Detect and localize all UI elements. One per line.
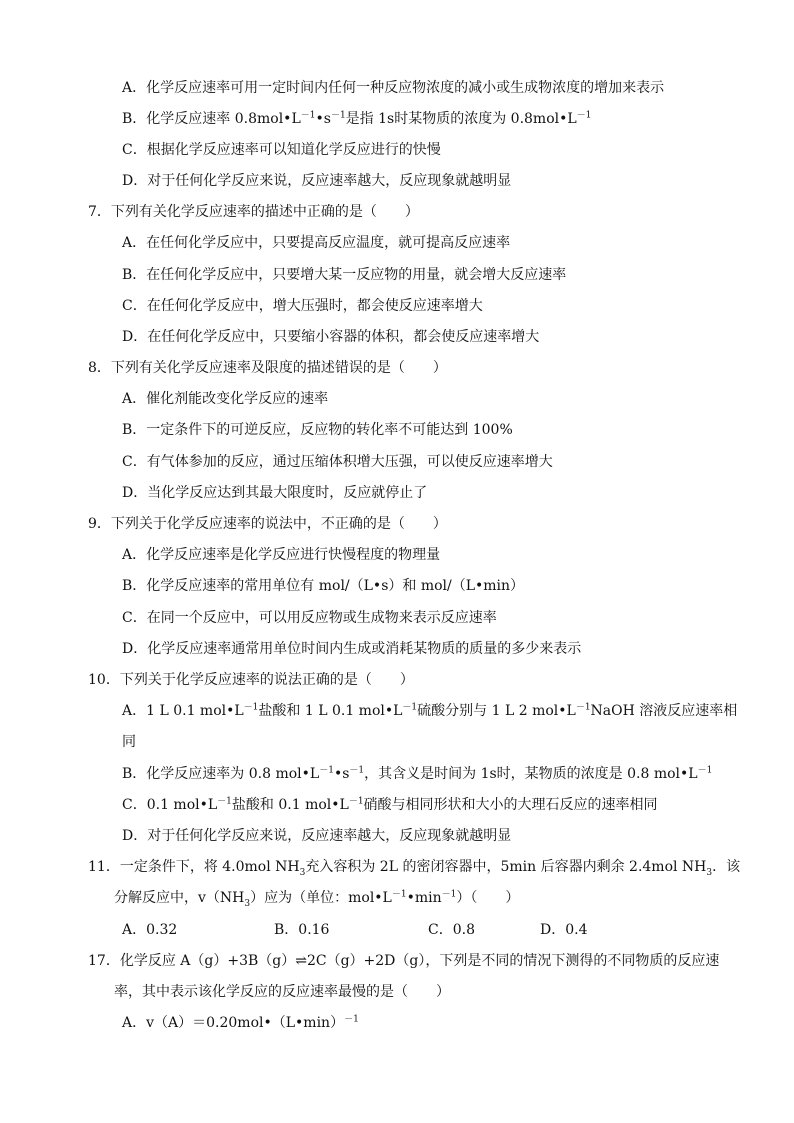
q17-stem: 17．化学反应 A（g）+3B（g）⇌2C（g）+2D（g），下列是不同的情况下测得的不同物质的反应速 [88,953,720,969]
q10-option-b: B．化学反应速率为 0.8 $mol•L^{-1}•s^{-1}$，其含义是时间为 1s时，某物质的浓度是 0.8 $mol•L^{-1}$ [122,765,713,782]
q17-option-a: A．v（A）＝0.20mol•（L•min）$^{-1}$ [122,1014,359,1031]
q7-option-c: C．在任何化学反应中，增大压强时，都会使反应速率增大 [122,298,483,314]
q10-stem: 10．下列关于化学反应速率的说法正确的是（ ） [88,672,414,688]
q9-option-c: C．在同一个反应中，可以用反应物或生成物来表示反应速率 [122,610,497,626]
q6-option-d: D．对于任何化学反应来说，反应速率越大，反应现象就越明显 [122,173,512,189]
q10-option-a-continued: 同 [122,734,136,750]
q11-stem-continued: 分解反应中，$v(NH_3)$应为（单位：$mol•L^{-1}•\min^{-1}$）（ ） [114,889,520,909]
q7-stem: 7．下列有关化学反应速率的描述中正确的是（ ） [88,204,419,220]
q9-option-b: B．化学反应速率的常用单位有 mol/（L•s）和 mol/（L•min） [122,578,525,594]
q11-option-d: D．0.4 [540,922,588,938]
q7-option-b: B．在任何化学反应中，只要增大某一反应物的用量，就会增大反应速率 [122,267,567,283]
q11-stem: 11．一定条件下，将 4.0mol $NH_3$充入容积为 2L 的密闭容器中，5min 后容器内剩余 2.4mol $NH_3$．该 [88,859,741,878]
q8-option-a: A．催化剂能改变化学反应的速率 [122,391,329,407]
q8-option-c: C．有气体参加的反应，通过压缩体积增大压强，可以使反应速率增大 [122,454,553,470]
q11-option-c: C．0.8 [428,922,475,938]
q8-option-b: B．一定条件下的可逆反应，反应物的转化率不可能达到 100% [122,422,513,438]
q11-option-a: A．0.32 [122,922,178,938]
q9-stem: 9．下列关于化学反应速率的说法中，不正确的是（ ） [88,516,447,532]
q6-option-b: B．化学反应速率 $0.8mol•L^{-1}•s^{-1}$是指 1s时某物质的浓度为 $0.8mol•L^{-1}$ [122,110,592,127]
q7-option-d: D．在任何化学反应中，只要缩小容器的体积，都会使反应速率增大 [122,329,540,345]
q6-option-c: C．根据化学反应速率可以知道化学反应进行的快慢 [122,142,441,158]
q10-option-a: A．1 L 0.1 $mol•L^{-1}$盐酸和 1 L 0.1 $mol•L^{-1}$硫酸分别与 1 L 2 $mol•L^{-1}NaOH$ 溶液反应速率相 [122,702,738,719]
q11-option-b: B．0.16 [274,922,330,938]
q8-option-d: D．当化学反应达到其最大限度时，反应就停止了 [122,485,428,501]
q7-option-a: A．在任何化学反应中，只要提高反应温度，就可提高反应速率 [122,235,511,251]
q8-stem: 8．下列有关化学反应速率及限度的描述错误的是（ ） [88,360,447,376]
q9-option-d: D．化学反应速率通常用单位时间内生成或消耗某物质的质量的多少来表示 [122,641,582,657]
q6-option-a: A．化学反应速率可用一定时间内任何一种反应物浓度的减小或生成物浓度的增加来表示 [122,80,665,96]
q17-stem-continued: 率，其中表示该化学反应的反应速率最慢的是（ ） [114,984,450,1000]
q10-option-c: C．0.1 $mol•L^{-1}$盐酸和 0.1 $mol•L^{-1}$硝酸与相同形状和大小的大理石反应的速率相同 [122,796,658,813]
q9-option-a: A．化学反应速率是化学反应进行快慢程度的物理量 [122,547,441,563]
q10-option-d: D．对于任何化学反应来说，反应速率越大，反应现象就越明显 [122,828,512,844]
